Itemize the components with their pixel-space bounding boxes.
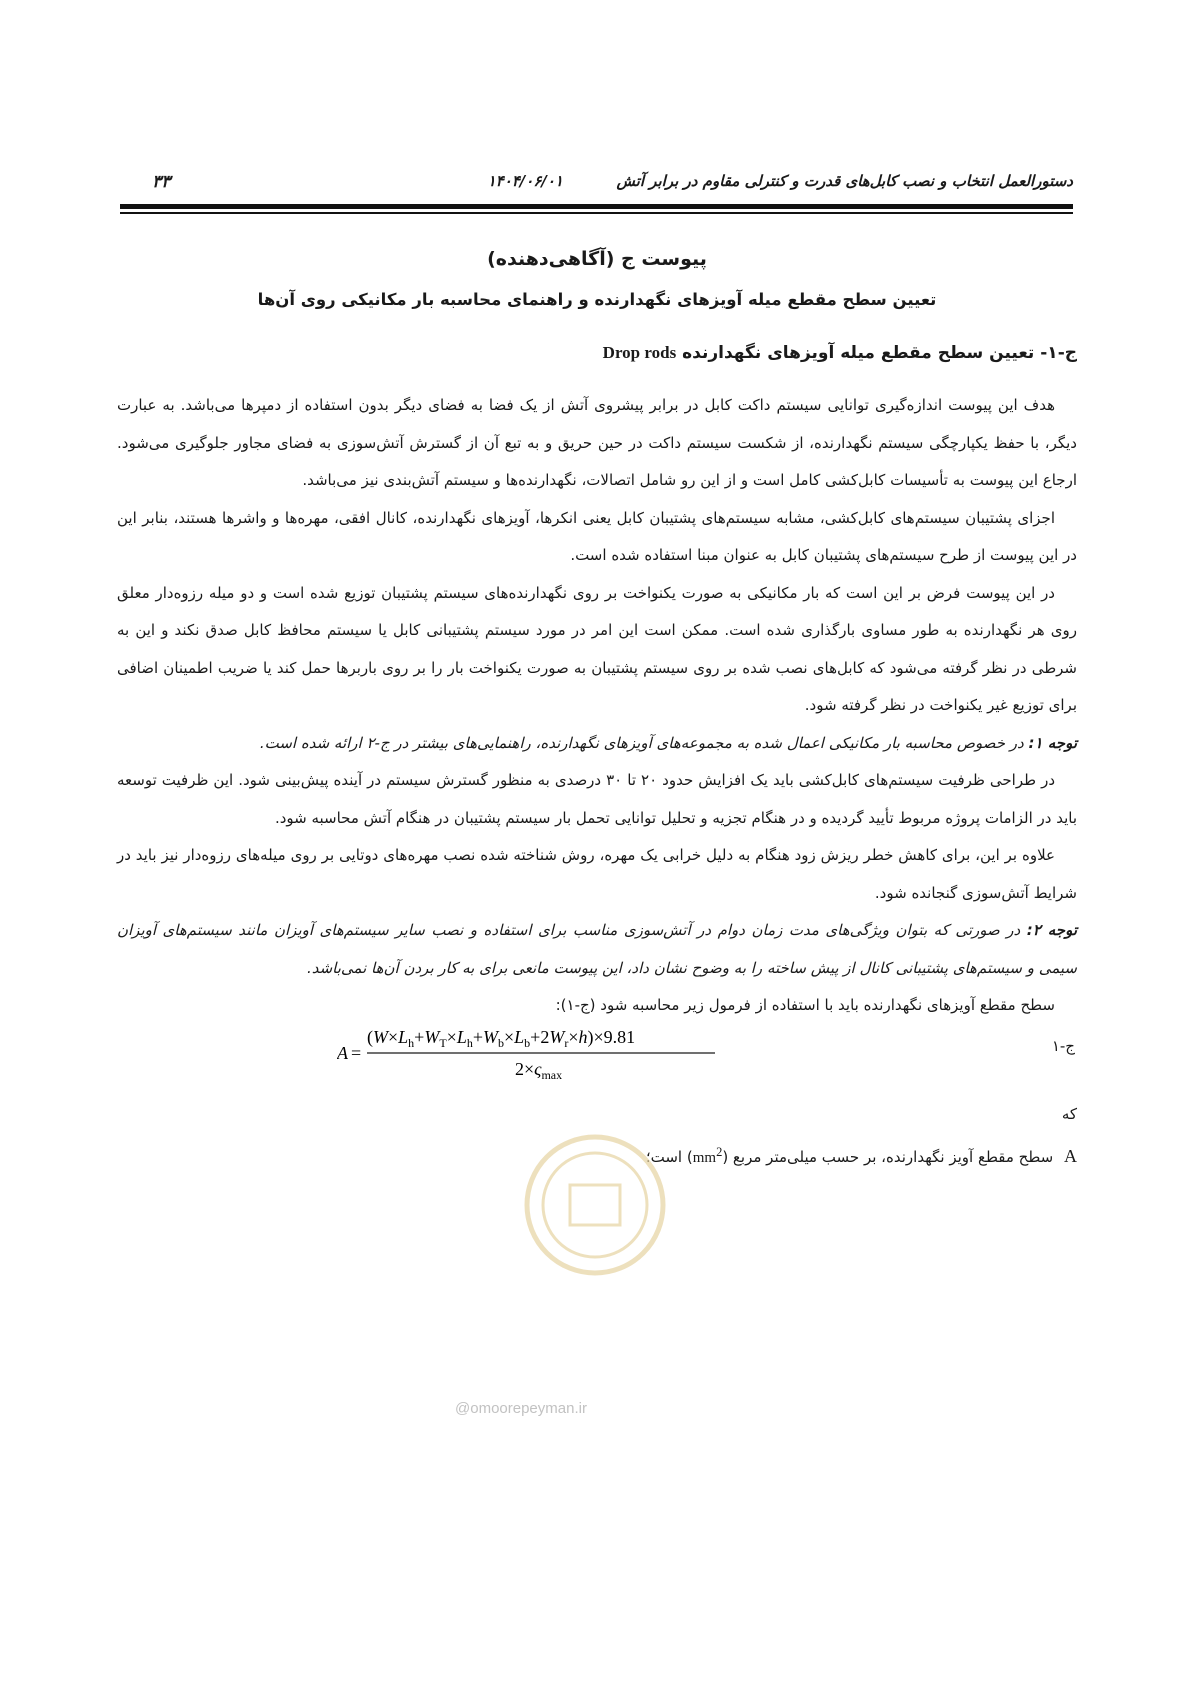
definition-unit: mm	[692, 1149, 717, 1166]
definition-symbol: A	[1064, 1145, 1077, 1166]
note-1-label: توجه ۱:	[1028, 733, 1077, 752]
section-heading-latin: Drop rods	[602, 343, 677, 362]
formula-sub-t: T	[439, 1035, 447, 1050]
paragraph-6: سطح مقطع آویزهای نگهدارنده باید با استفاده از فرمول زیر محاسبه شود (ج-۱):	[555, 996, 1055, 1014]
formula-times-5: ×	[593, 1026, 604, 1047]
note-2	[117, 912, 1077, 987]
appendix-subtitle: تعیین سطح مقطع میله آویزهای نگهدارنده و راهنمای محاسبه بار مکانیکی روی آن‌ها	[257, 290, 937, 309]
formula-paren-close: )	[587, 1026, 594, 1047]
formula-den-times: ×	[524, 1058, 535, 1079]
note-1-text: در خصوص محاسبه بار مکانیکی اعمال شده به مجموعه‌های آویزهای نگهدارنده، راهنمایی‌های بیشتر در ج-۲ ارائه شده است.	[259, 733, 1024, 752]
formula-plus-2: +	[472, 1026, 483, 1047]
definition-text-before: سطح مقطع آویز نگهدارنده، بر حسب میلی‌متر مربع (	[722, 1147, 1054, 1166]
formula-two: 2	[540, 1026, 550, 1047]
website-watermark: @omoorepeyman.ir	[455, 1400, 587, 1417]
formula-sub-b: b	[498, 1035, 504, 1050]
definition-unit-exp: 2	[716, 1144, 723, 1159]
header-rule-thin	[120, 212, 1073, 214]
formula-w-r: W	[549, 1026, 565, 1047]
formula-times-1: ×	[388, 1026, 399, 1047]
formula-w: W	[373, 1026, 388, 1047]
formula-block	[117, 1027, 1077, 1093]
formula-sigma: ς	[534, 1058, 542, 1079]
formula-sub-b2: b	[524, 1035, 531, 1050]
formula-w-b: W	[483, 1026, 498, 1047]
header-rule-thick	[120, 204, 1073, 209]
section-heading	[117, 343, 1077, 363]
formula-l-h2: L	[456, 1026, 467, 1047]
seal-watermark-icon	[520, 1130, 670, 1280]
paragraph-5: علاوه بر این، برای کاهش خطر ریزش زود هنگام به دلیل خرابی یک مهره، روش شناخته شده نصب مهره‌های دوتایی بر روی میله‌های رزوه‌دار نیز باید در شرایط آتش‌سوزی گنجانده شود.	[117, 846, 1077, 902]
note-2-label: توجه ۲:	[1026, 921, 1077, 939]
header-doc-title: دستورالعمل انتخاب و نصب کابل‌های قدرت و کنترلی مقاوم در برابر آتش	[616, 172, 1073, 190]
note-2-text: در صورتی که بتوان ویژگی‌های مدت زمان دوام در آتش‌سوزی مناسب برای استفاده و نصب سایر سیستم‌های آویزان مانند سیستم‌های آویزان سیمی و سیستم‌های پشتیبانی کانال از پیش ساخته را به وضوح نشان داد، این پیوست مانعی برای به کار بردن آن‌ها نمی‌باشد.	[117, 921, 1077, 977]
note-1	[117, 725, 1077, 763]
paragraph-3: در این پیوست فرض بر این است که بار مکانیکی به صورت یکنواخت بر روی نگهدارنده‌های سیستم پشتیبان توزیع شده است و دو میله رزوه‌دار معلق روی هر نگهدارنده به طور مساوی بارگذاری شده است. ممکن است این امر در مورد سیستم پشتیبانی کابل یا سیستم محافظ کابل صدق نکند و این به شرطی در نظر گرفته می‌شود که کابل‌های نصب شده بر روی سیستم پشتیبان به صورت یکنواخت بار را بر روی باربرها حمل کند یا ضریب اطمینان اضافی برای توزیع غیر یکنواخت در نظر گرفته شود.	[117, 583, 1077, 714]
formula-const: 9.81	[603, 1026, 636, 1047]
formula-plus-3: +	[530, 1026, 541, 1047]
formula-l-h: L	[398, 1026, 409, 1047]
ke-word: که	[1061, 1104, 1077, 1123]
paragraph-1: هدف این پیوست اندازه‌گیری توانایی سیستم داکت کابل در برابر پیشروی آتش از یک فضا به فضای دیگر بدون استفاده از دمپرها می‌باشد. به عبارت دیگر، با حفظ یکپارچگی سیستم نگهدارنده، از شکست سیستم داکت در حین حریق و به تبع آن از گسترش آتش‌سوزی به فضای مجاور جلوگیری می‌شود. ارجاع این پیوست به تأسیسات کابل‌کشی کامل است و از این رو شامل اتصالات، نگهدارنده‌ها و سیستم آتش‌بندی نیز می‌باشد.	[117, 396, 1077, 489]
formula-denominator	[515, 1059, 562, 1082]
formula-h: h	[578, 1026, 588, 1047]
formula-sub-r: r	[564, 1035, 569, 1050]
section-heading-text: ج-۱- تعیین سطح مقطع میله آویزهای نگهدارنده	[682, 343, 1077, 363]
formula-plus-1: +	[414, 1026, 425, 1047]
formula-l-b: L	[514, 1026, 525, 1047]
header-date: ۱۴۰۴/۰۶/۰۱	[487, 172, 563, 190]
appendix-title: پیوست ج (آگاهی‌دهنده)	[487, 248, 707, 270]
formula-sub-h2: h	[466, 1035, 473, 1050]
paragraph-4: در طراحی ظرفیت سیستم‌های کابل‌کشی باید یک افزایش حدود ۲۰ تا ۳۰ درصدی به منظور گسترش سیستم در آینده پیش‌بینی شود. این ظرفیت توسعه باید در الزامات پروژه مربوط تأیید گردیده و در هنگام تجزیه و تحلیل توانایی تحمل بار سیستم پشتیبان در هنگام آتش محاسبه شود.	[117, 771, 1077, 827]
formula-label: ج-۱	[1051, 1036, 1075, 1055]
formula-sub-max: max	[541, 1067, 563, 1082]
formula-equation	[337, 1021, 757, 1091]
formula-w-t: W	[424, 1026, 440, 1047]
formula-times-3: ×	[504, 1026, 515, 1047]
formula-equals: =	[351, 1042, 362, 1063]
formula-numerator	[367, 1027, 635, 1050]
page-body	[117, 248, 1077, 1167]
formula-times-2: ×	[446, 1026, 457, 1047]
definition-text-after: ) است؛	[645, 1147, 693, 1166]
running-header	[120, 172, 1073, 200]
paragraph-2: اجزای پشتیبان سیستم‌های کابل‌کشی، مشابه سیستم‌های پشتیبان کابل یعنی انکرها، آویزهای نگهدارنده، کانال افقی، مهره‌ها و واشرها هستند، بنابر این در این پیوست از طرح سیستم‌های پشتیبان کابل به عنوان مبنا استفاده شده است.	[117, 508, 1077, 564]
formula-den-two: 2	[515, 1058, 524, 1079]
formula-paren-open: (	[367, 1026, 373, 1047]
formula-lhs: A	[337, 1042, 348, 1063]
page-number: ۳۳	[152, 172, 171, 192]
formula-sub-h: h	[408, 1035, 415, 1050]
formula-times-4: ×	[568, 1026, 579, 1047]
